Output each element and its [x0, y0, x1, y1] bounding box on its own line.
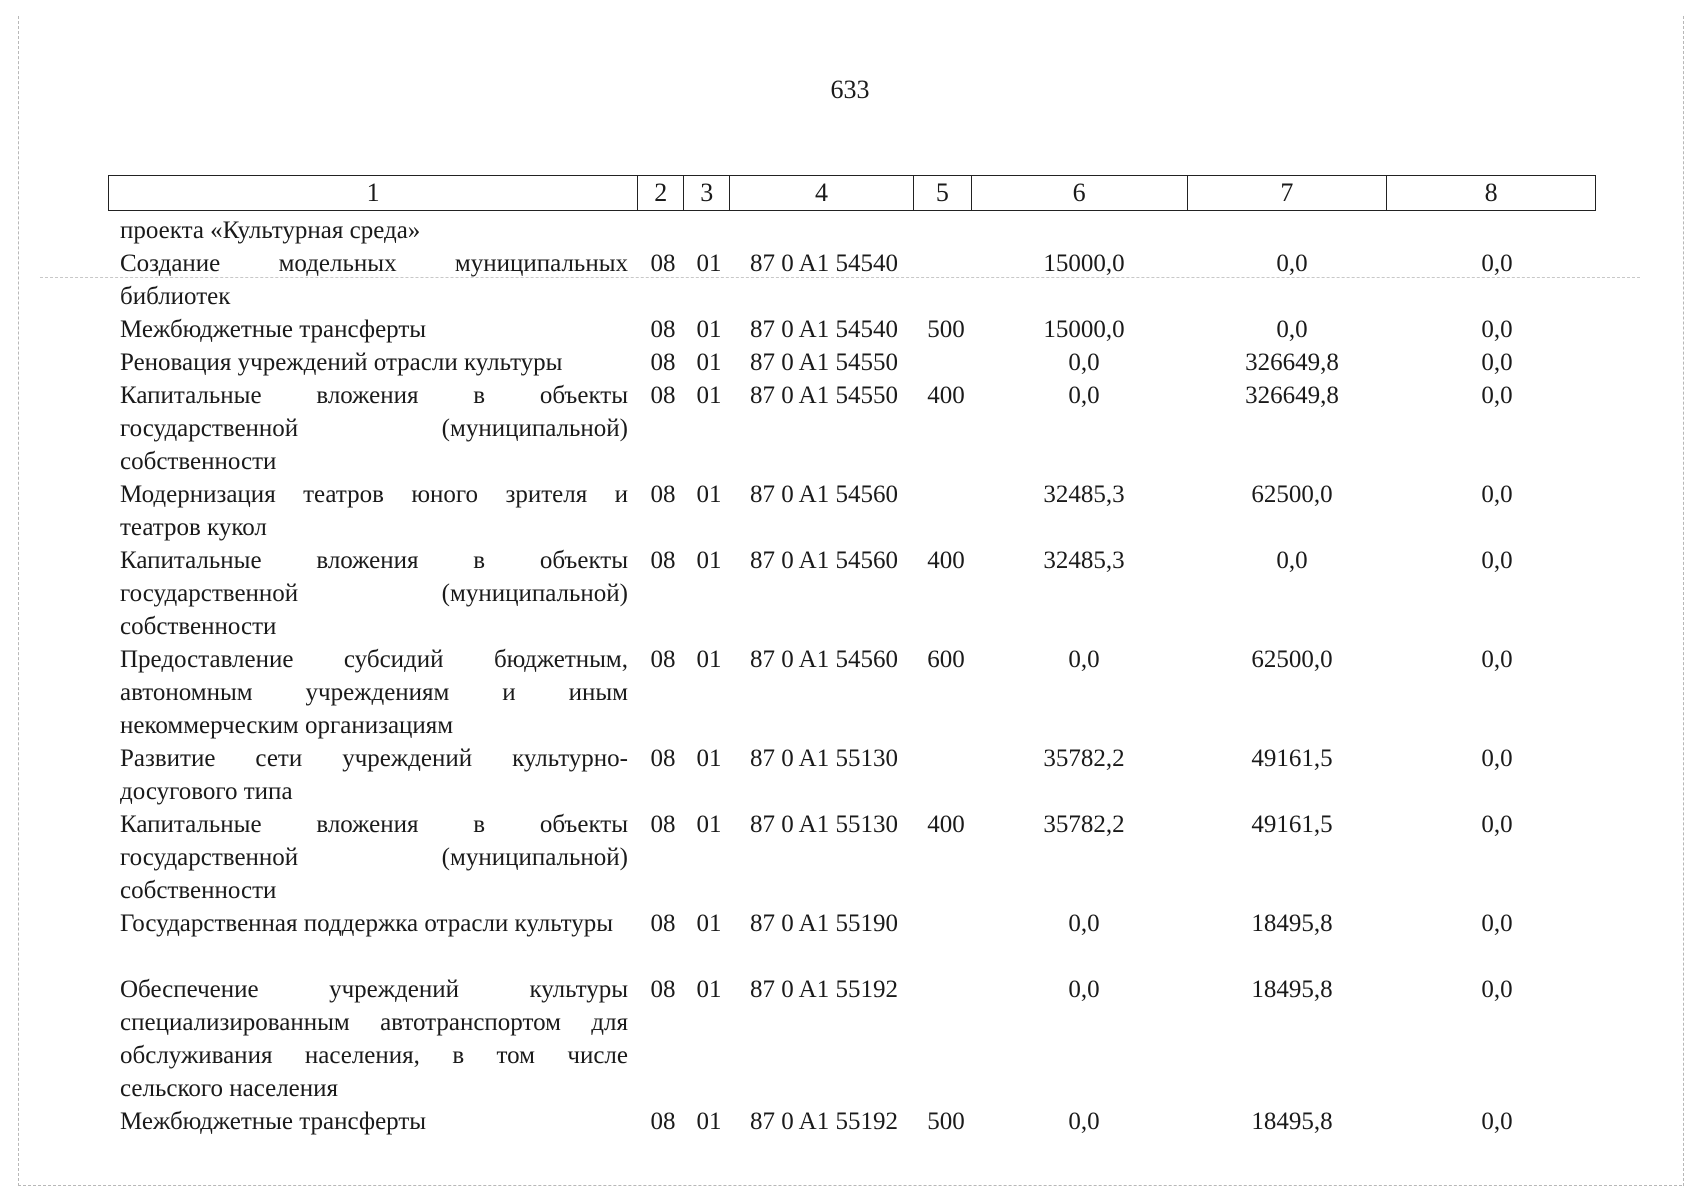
- cell-section: 08: [650, 382, 676, 409]
- cell-expense-type: 400: [927, 382, 965, 409]
- cell-amount-7: 49161,5: [1251, 811, 1333, 838]
- table-row: [0, 643, 1698, 742]
- cell-target-code: 87 0 A1 54560: [750, 481, 898, 508]
- cell-amount-7: 0,0: [1276, 316, 1308, 343]
- cell-subsection: 01: [696, 547, 722, 574]
- column-header-7: 7: [1188, 176, 1388, 210]
- cell-section: 08: [650, 910, 676, 937]
- row-name: Капитальные вложения в объекты государственной (муниципальной) собственности: [120, 811, 628, 904]
- cell-amount-8: 0,0: [1481, 382, 1513, 409]
- cell-amount-8: 0,0: [1481, 481, 1513, 508]
- cell-section: 08: [650, 646, 676, 673]
- cell-amount-7: 18495,8: [1251, 910, 1333, 937]
- column-header-3: 3: [684, 176, 730, 210]
- cell-amount-8: 0,0: [1481, 547, 1513, 574]
- cell-section: 08: [650, 547, 676, 574]
- cell-expense-type: 400: [927, 811, 965, 838]
- cell-amount-7: 0,0: [1276, 250, 1308, 277]
- row-name: Межбюджетные трансферты: [120, 316, 427, 343]
- cell-subsection: 01: [696, 745, 722, 772]
- cell-subsection: 01: [696, 250, 722, 277]
- cell-amount-7: 326649,8: [1245, 349, 1339, 376]
- cell-subsection: 01: [696, 1108, 722, 1135]
- cell-expense-type: 600: [927, 646, 965, 673]
- row-name: Государственная поддержка отрасли культуры: [120, 910, 614, 937]
- cell-amount-7: 49161,5: [1251, 745, 1333, 772]
- cell-target-code: 87 0 A1 55192: [750, 976, 898, 1003]
- table-row: [0, 313, 1698, 346]
- row-name: Развитие сети учреждений культурно-досугового типа: [120, 745, 628, 805]
- cell-amount-6: 0,0: [1068, 910, 1100, 937]
- cell-amount-8: 0,0: [1481, 976, 1513, 1003]
- table-row: [0, 1105, 1698, 1138]
- cell-target-code: 87 0 A1 55192: [750, 1108, 898, 1135]
- cell-amount-8: 0,0: [1481, 349, 1513, 376]
- cell-amount-8: 0,0: [1481, 646, 1513, 673]
- cell-target-code: 87 0 A1 54550: [750, 382, 898, 409]
- row-name: Капитальные вложения в объекты государственной (муниципальной) собственности: [120, 547, 628, 640]
- cell-subsection: 01: [696, 910, 722, 937]
- column-header-1: 1: [109, 176, 638, 210]
- cell-amount-8: 0,0: [1481, 1108, 1513, 1135]
- cell-target-code: 87 0 A1 54560: [750, 646, 898, 673]
- budget-table-body: [0, 214, 1698, 1138]
- cell-amount-7: 62500,0: [1251, 481, 1333, 508]
- cell-subsection: 01: [696, 646, 722, 673]
- cell-amount-6: 0,0: [1068, 976, 1100, 1003]
- cell-section: 08: [650, 481, 676, 508]
- cell-amount-7: 326649,8: [1245, 382, 1339, 409]
- cell-amount-7: 62500,0: [1251, 646, 1333, 673]
- row-name: Реновация учреждений отрасли культуры: [120, 349, 563, 376]
- cell-expense-type: 500: [927, 1108, 965, 1135]
- cell-subsection: 01: [696, 481, 722, 508]
- table-row: [0, 214, 1698, 247]
- cell-amount-6: 32485,3: [1043, 547, 1125, 574]
- table-row: [0, 742, 1698, 808]
- cell-amount-8: 0,0: [1481, 250, 1513, 277]
- column-header-2: 2: [638, 176, 684, 210]
- page-number: 633: [830, 75, 870, 104]
- row-name: Обеспечение учреждений культуры специализированным автотранспортом для обслуживания населения, в том числе сельского населения: [120, 976, 628, 1102]
- cell-amount-6: 32485,3: [1043, 481, 1125, 508]
- table-row: [0, 544, 1698, 643]
- cell-amount-7: 18495,8: [1251, 1108, 1333, 1135]
- cell-section: 08: [650, 976, 676, 1003]
- cell-amount-7: 0,0: [1276, 547, 1308, 574]
- table-row: [0, 808, 1698, 907]
- row-name: Предоставление субсидий бюджетным, автономным учреждениям и иным некоммерческим организациям: [120, 646, 628, 739]
- table-row: [0, 247, 1698, 313]
- cell-section: 08: [650, 1108, 676, 1135]
- cell-subsection: 01: [696, 811, 722, 838]
- cell-section: 08: [650, 349, 676, 376]
- column-header-8: 8: [1484, 178, 1498, 207]
- table-row: [0, 907, 1698, 973]
- cell-section: 08: [650, 745, 676, 772]
- cell-target-code: 87 0 A1 55130: [750, 745, 898, 772]
- cell-amount-6: 0,0: [1068, 382, 1100, 409]
- cell-section: 08: [650, 811, 676, 838]
- cell-amount-6: 0,0: [1068, 349, 1100, 376]
- row-name: проекта «Культурная среда»: [120, 217, 421, 244]
- cell-target-code: 87 0 A1 54550: [750, 349, 898, 376]
- cell-amount-6: 35782,2: [1043, 745, 1125, 772]
- table-row: [0, 973, 1698, 1105]
- cell-target-code: 87 0 A1 54560: [750, 547, 898, 574]
- cell-subsection: 01: [696, 349, 722, 376]
- cell-section: 08: [650, 316, 676, 343]
- cell-amount-8: 0,0: [1481, 811, 1513, 838]
- cell-subsection: 01: [696, 382, 722, 409]
- column-header-5: 5: [914, 176, 972, 210]
- cell-amount-8: 0,0: [1481, 910, 1513, 937]
- table-row: [0, 478, 1698, 544]
- column-header-row: [108, 175, 1596, 211]
- cell-amount-8: 0,0: [1481, 316, 1513, 343]
- cell-amount-6: 0,0: [1068, 646, 1100, 673]
- row-name: Создание модельных муниципальных библиотек: [120, 250, 628, 310]
- row-name: Капитальные вложения в объекты государственной (муниципальной) собственности: [120, 382, 628, 475]
- row-name: Модернизация театров юного зрителя и театров кукол: [120, 481, 628, 541]
- cell-amount-7: 18495,8: [1251, 976, 1333, 1003]
- cell-target-code: 87 0 A1 54540: [750, 316, 898, 343]
- cell-amount-6: 15000,0: [1043, 250, 1125, 277]
- cell-target-code: 87 0 A1 55130: [750, 811, 898, 838]
- cell-subsection: 01: [696, 316, 722, 343]
- table-row: [0, 346, 1698, 379]
- cell-amount-6: 0,0: [1068, 1108, 1100, 1135]
- table-row: [0, 379, 1698, 478]
- cell-expense-type: 500: [927, 316, 965, 343]
- cell-amount-6: 15000,0: [1043, 316, 1125, 343]
- column-header-4: 4: [730, 176, 914, 210]
- cell-target-code: 87 0 A1 54540: [750, 250, 898, 277]
- row-name: Межбюджетные трансферты: [120, 1108, 427, 1135]
- column-header-6: 6: [972, 176, 1188, 210]
- cell-subsection: 01: [696, 976, 722, 1003]
- cell-target-code: 87 0 A1 55190: [750, 910, 898, 937]
- cell-amount-8: 0,0: [1481, 745, 1513, 772]
- cell-amount-6: 35782,2: [1043, 811, 1125, 838]
- cell-section: 08: [650, 250, 676, 277]
- cell-expense-type: 400: [927, 547, 965, 574]
